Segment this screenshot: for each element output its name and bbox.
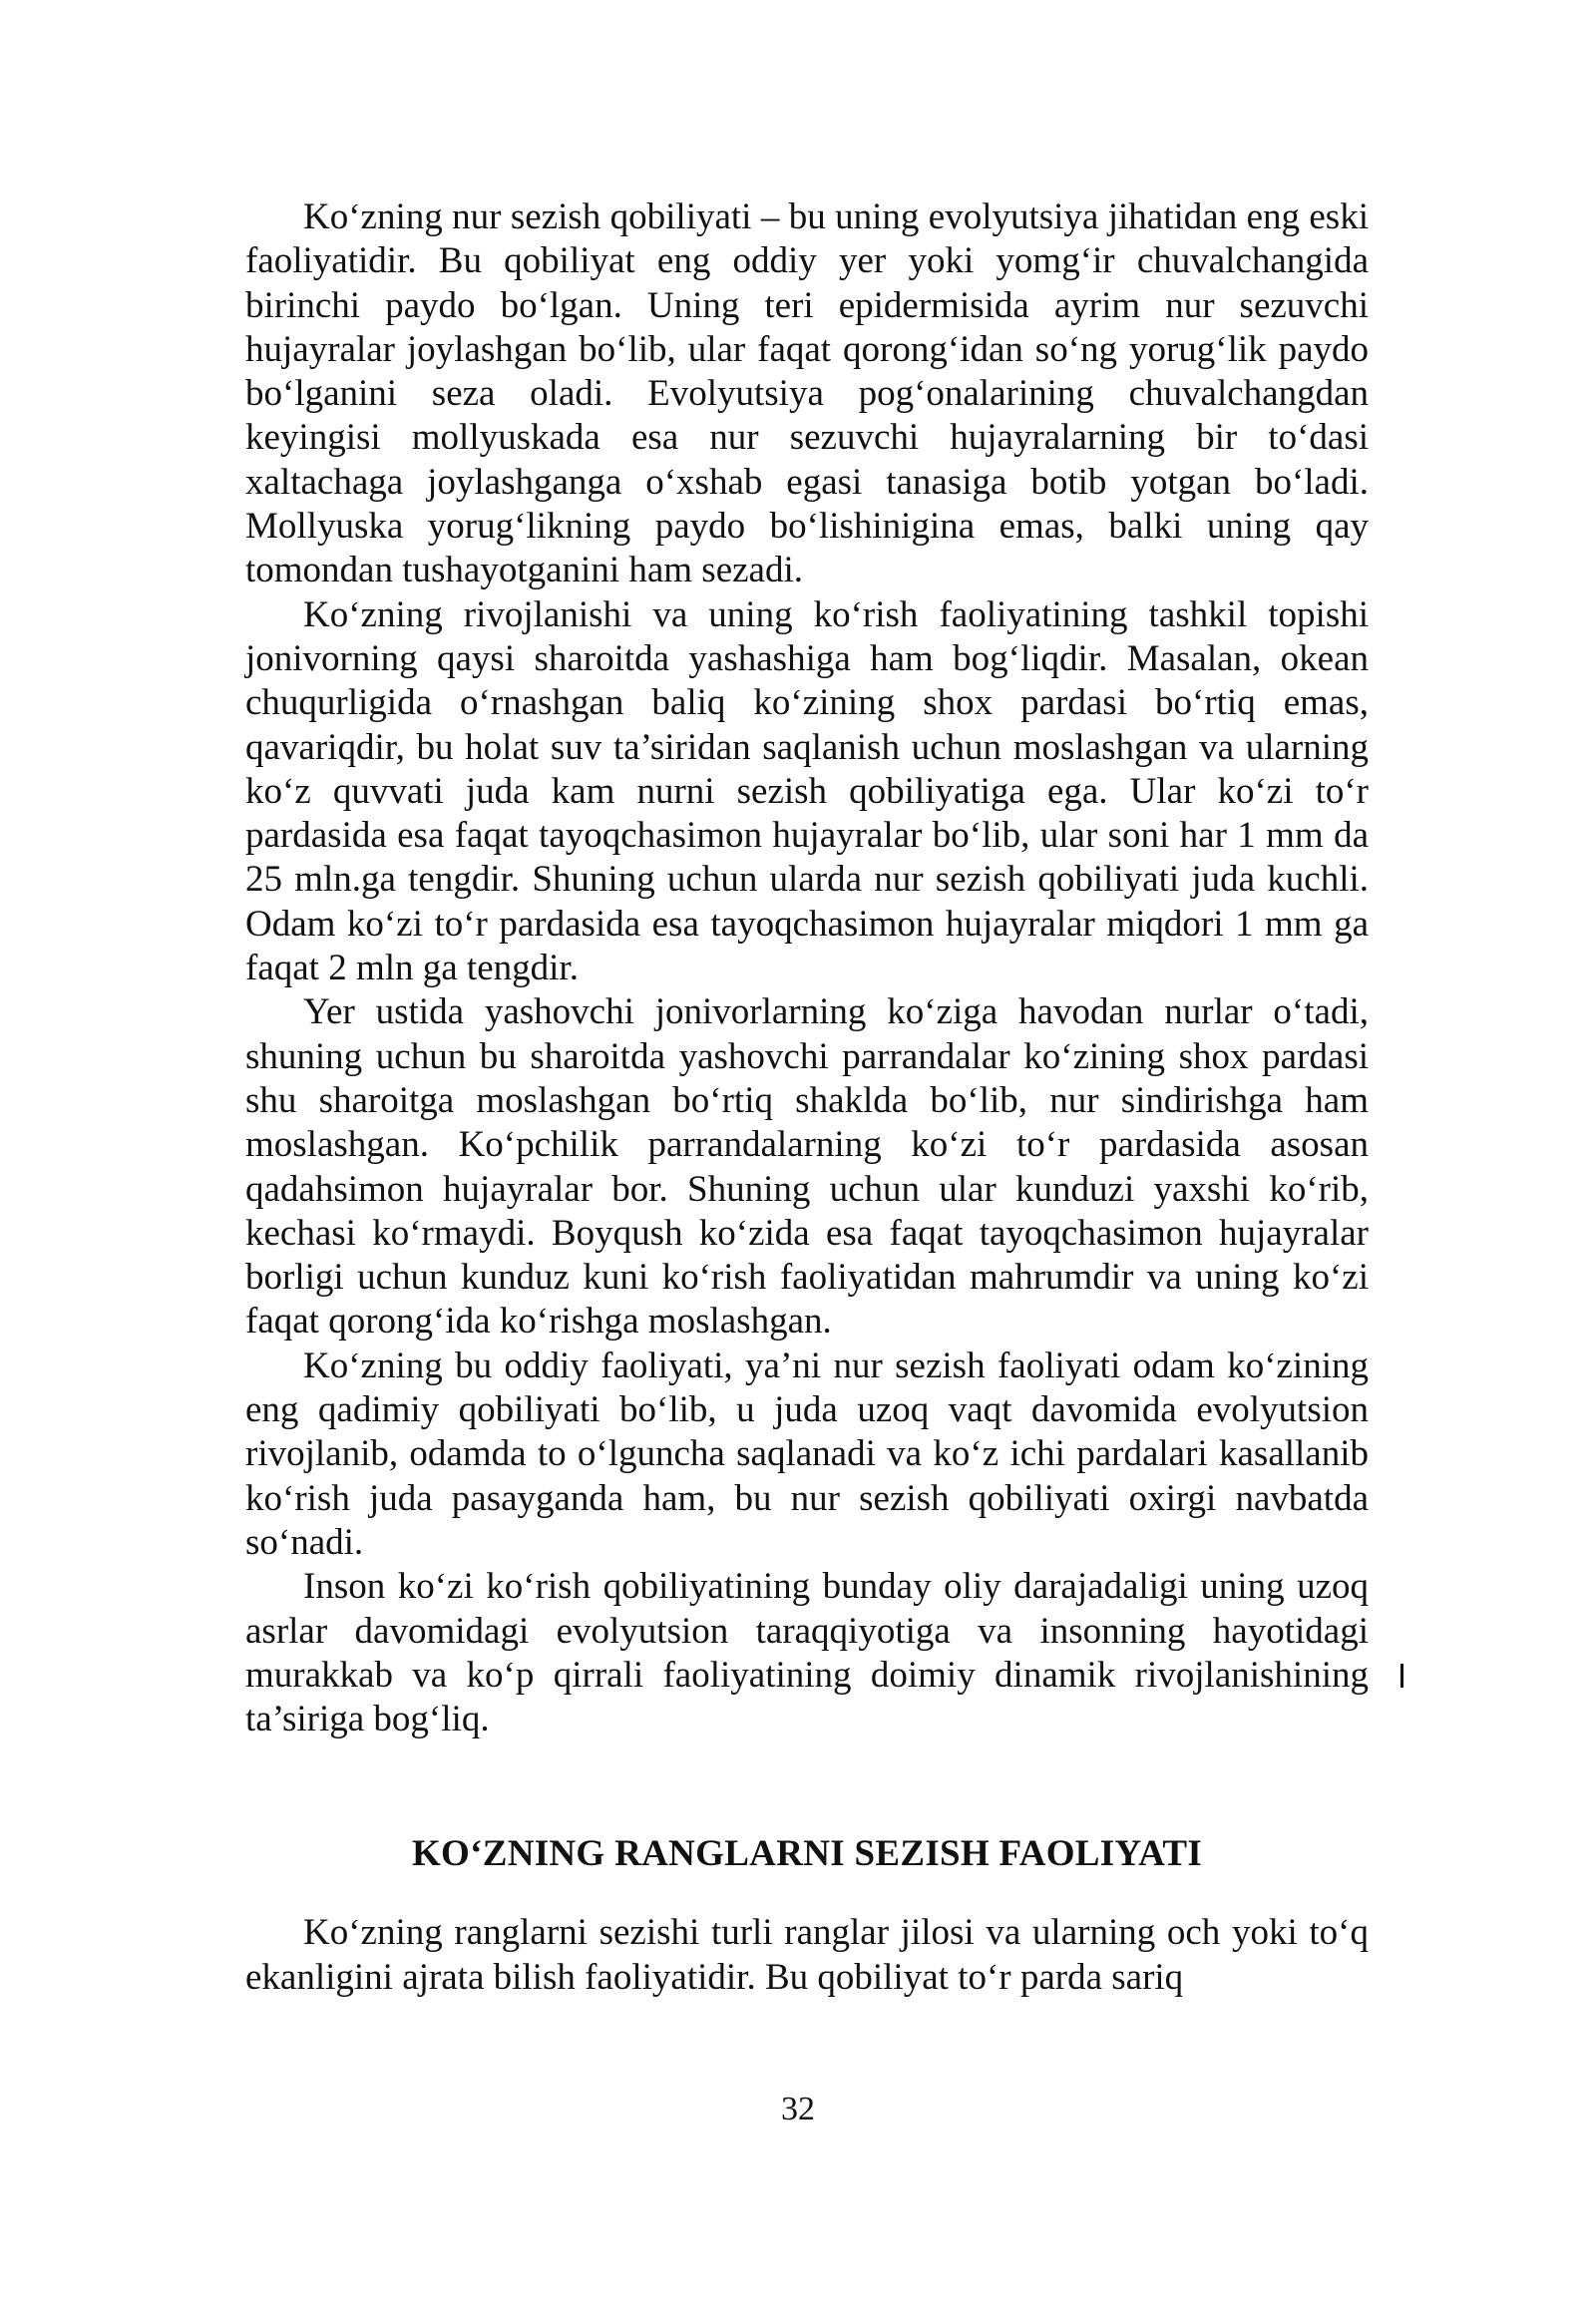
- paragraph-ancient-ability: Ko‘zning bu oddiy faoliyati, ya’ni nur sezish faoliyati odam ko‘zining eng qadimiy qobiliyati bo‘lib, u juda uzoq vaqt davomida evolyutsion rivojlanib, odamda to o‘lguncha saqlanadi va ko‘z ichi pardalari kasallanib ko‘rish juda pasayganda ham, bu nur sezish qobiliyati oxirgi navbatda so‘nadi.: [245, 1345, 1369, 1563]
- paragraph-land-animals: Yer ustida yashovchi jonivorlarning ko‘ziga havodan nurlar o‘tadi, shuning uchun bu sharoitda yashovchi parrandalar ko‘zining shox pardasi shu sharoitga moslashgan bo‘rtiq shaklda bo‘lib, nur sindirishga ham moslashgan. Ko‘pchilik parrandalarning ko‘zi to‘r pardasida asosan qadahsimon hujayralar bor. Shuning uchun ular kunduzi yaxshi ko‘rib, kechasi ko‘rmaydi. Boyqush ko‘zida esa faqat tayoqchasimon hujayralar borligi uchun kunduz kuni ko‘rish faoliyatidan mahrumdir va uning ko‘zi faqat qorong‘ida ko‘rishga moslashgan.: [245, 991, 1369, 1343]
- section-heading: KO‘ZNING RANGLARNI SEZISH FAOLIYATI: [411, 1833, 1203, 1875]
- paragraph-human-vision: Inson ko‘zi ko‘rish qobiliyatining bunday oliy darajadaligi uning uzoq asrlar davomidagi evolyutsion taraqqiyotiga va insonning hayotidagi murakkab va ko‘p qirrali faoliyatining doimiy dinamik rivojlanishining ta’siriga bog‘liq.: [245, 1566, 1369, 1740]
- paragraph-eye-development: Ko‘zning rivojlanishi va uning ko‘rish faoliyatining tashkil topishi jonivorning qaysi sharoitda yashashiga ham bog‘liqdir. Masalan, okean chuqurligida o‘rnashgan baliq ko‘zining shox pardasi bo‘rtiq emas, qavariqdir, bu holat suv ta’siridan saqlanish uchun moslashgan va ularning ko‘z quvvati juda kam nurni sezish qobiliyatiga ega. Ular ko‘zi to‘r pardasida esa faqat tayoqchasimon hujayralar bo‘lib, ular soni har 1 mm da 25 mln.ga tengdir. Shuning uchun ularda nur sezish qobiliyati juda kuchli. Odam ko‘zi to‘r pardasida esa tayoqchasimon hujayralar miqdori 1 mm ga faqat 2 mln ga tengdir.: [245, 593, 1369, 989]
- paragraph-light-sensing: Ko‘zning nur sezish qobiliyati – bu uning evolyutsiya jihatidan eng eski faoliyatidir. Bu qobiliyat eng oddiy yer yoki yomg‘ir chuvalchangida birinchi paydo bo‘lgan. Uning teri epidermisida ayrim nur sezuvchi hujayralar joylashgan bo‘lib, ular faqat qorong‘idan so‘ng yorug‘lik paydo bo‘lganini seza oladi. Evolyutsiya pog‘onalarining chuvalchangdan keyingisi mollyuskada esa nur sezuvchi hujayralarning bir to‘dasi xaltachaga joylashganga o‘xshab egasi tanasiga botib yotgan bo‘ladi. Mollyuska yorug‘likning paydo bo‘lishinigina emas, balki uning qay tomondan tushayotganini ham sezadi.: [245, 196, 1369, 591]
- margin-mark: [1400, 1664, 1403, 1688]
- page-number: 32: [781, 2091, 815, 2127]
- paragraph-color-sensing: Ko‘zning ranglarni sezishi turli ranglar jilosi va ularning och yoki to‘q ekanligini ajrata bilish faoliyatidir. Bu qobiliyat to‘r parda sariq: [245, 1912, 1369, 1998]
- page-body: [245, 195, 1369, 2000]
